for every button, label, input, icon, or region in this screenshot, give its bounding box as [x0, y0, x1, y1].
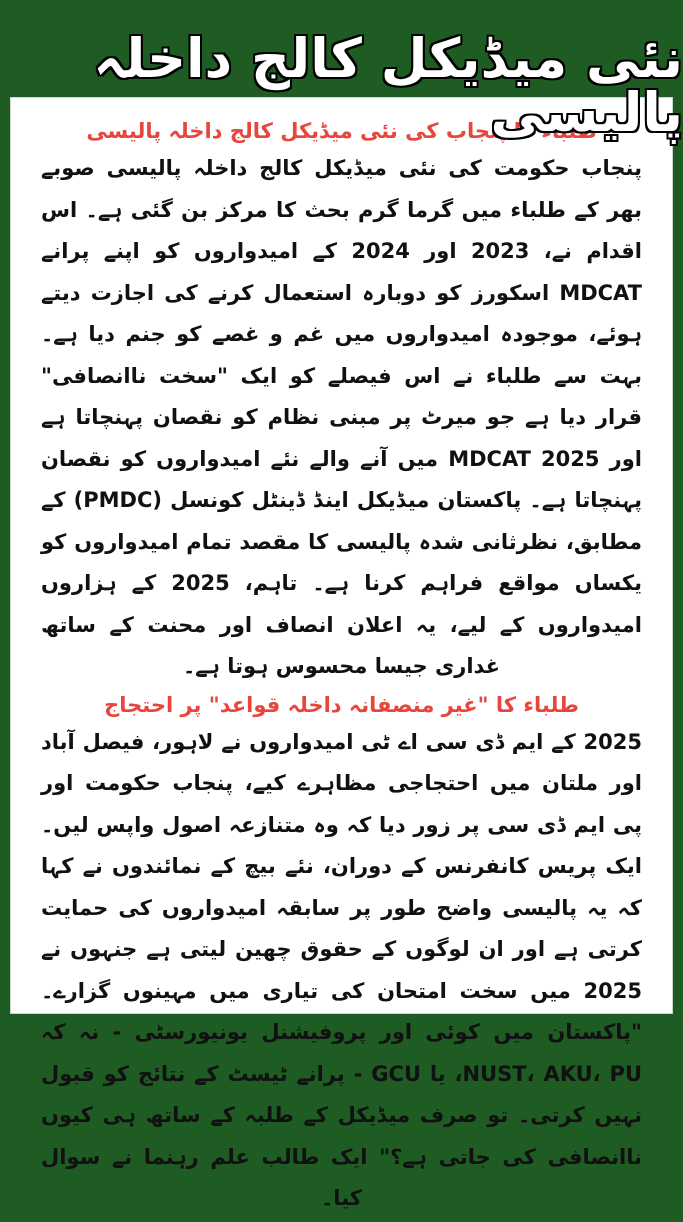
section-student-protest: [41, 690, 642, 1220]
page-title: نئی میڈیکل کالج داخلہ پالیسی: [93, 27, 683, 145]
article-panel: [11, 98, 672, 1210]
section-punjab-policy: [41, 116, 642, 688]
article-content: [41, 116, 642, 1222]
section-heading: طلباء کا "غیر منصفانہ داخلہ قواعد" پر احتجاج: [104, 692, 579, 717]
section-heading: طلباء کا پنجاب کی نئی میڈیکل کالج داخلہ پالیسی: [86, 119, 597, 143]
section-paragraph: 2025 کے ایم ڈی سی اے ٹی امیدواروں نے لاہور، فیصل آباد اور ملتان میں احتجاجی مظاہرے کیے، پنجاب حکومت اور پی ایم ڈی سی پر زور دیا کہ وہ متنازعہ اصول واپس لیں۔ ایک پریس کانفرنس کے دوران، نئے بیچ کے نمائندوں نے کہا کہ یہ پالیسی واضح طور پر سابقہ امیدواروں کی حمایت کرتی ہے اور ان لوگوں کے حقوق چھین لیتی ہے جنہوں نے 2025 میں سخت امتحان کی تیاری میں مہینوں گزارے۔ "پاکستان میں کوئی اور پروفیشنل یونیورسٹی - نہ کہ NUST، AKU، PU، یا GCU - پرانے ٹیسٹ کے نتائج کو قبول نہیں کرتی۔ تو صرف میڈیکل کے طلبہ کے ساتھ ہی کیوں ناانصافی کی جاتی ہے؟" ایک طالب علم رہنما نے سوال کیا۔: [41, 729, 642, 1210]
section-paragraph: پنجاب حکومت کی نئی میڈیکل کالج داخلہ پالیسی صوبے بھر کے طلباء میں گرما گرم بحث کا مرکز بن گئی ہے۔ اس اقدام نے، 2023 اور 2024 کے امیدواروں کو اپنے پرانے MDCAT اسکورز کو دوبارہ استعمال کرنے کی اجازت دیتے ہوئے، موجودہ امیدواروں میں غم و غصے کو جنم دیا ہے۔ بہت سے طلباء نے اس فیصلے کو ایک "سخت ناانصافی" قرار دیا ہے جو میرٹ پر مبنی نظام کو نقصان پہنچاتا ہے اور MDCAT 2025 میں آنے والے نئے امیدواروں کو نقصان پہنچاتا ہے۔ پاکستان میڈیکل اینڈ ڈینٹل کونسل (PMDC) کے مطابق، نظرثانی شدہ پالیسی کا مقصد تمام امیدواروں کو یکساں مواقع فراہم کرنا ہے۔ تاہم، 2025 کے ہزاروں امیدواروں کے لیے، یہ اعلان انصاف اور محنت کے ساتھ غداری جیسا محسوس ہوتا ہے۔: [41, 156, 643, 678]
